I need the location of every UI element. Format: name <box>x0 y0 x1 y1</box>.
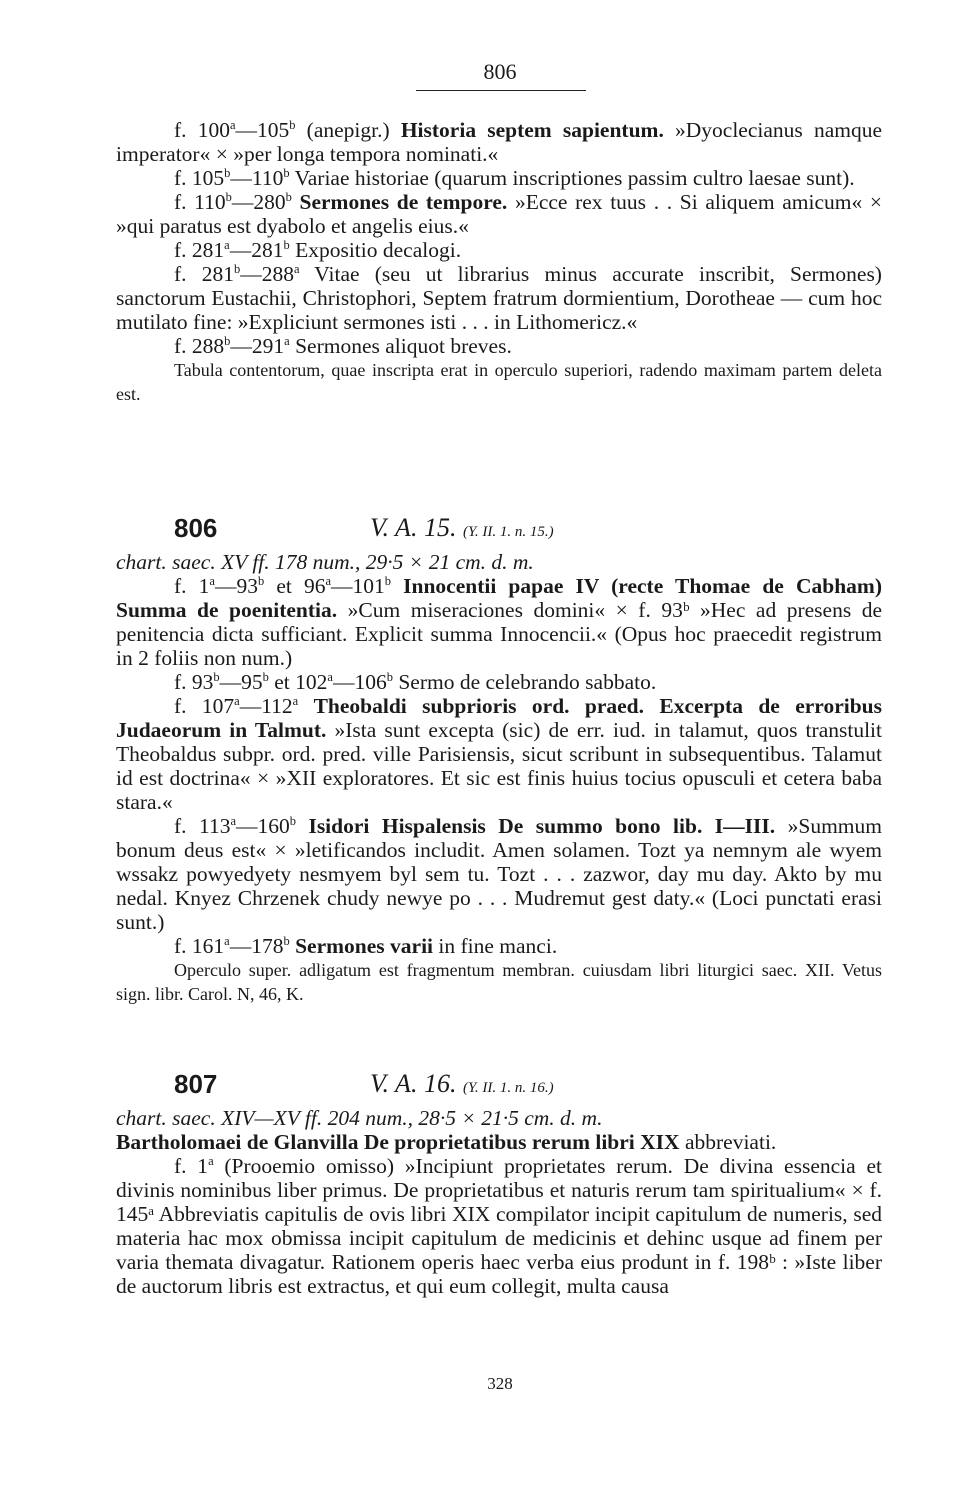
entry-heading <box>116 510 882 550</box>
page-number: 328 <box>487 1374 513 1393</box>
folio-item: f. 161$^a$—178$^b$ Sermones varii in fine manci. <box>174 933 558 958</box>
running-head: 806 <box>483 59 517 84</box>
physical-description: chart. saec. XIV—XV ff. 204 num., 28·5 × 21·5 cm. d. m. <box>116 1106 603 1130</box>
entry-number: 807 <box>174 1069 218 1099</box>
folio-item: f. 288$^b$—291$^a$ Sermones aliquot breves. <box>174 333 512 358</box>
folio-item: f. 110$^b$—280$^b$ Sermones de tempore. »Ecce rex tuus . . Si aliquem amicum« × »qui paratus est dyabolo et angelis eius.« <box>116 189 883 238</box>
folio-item: f. 113$^a$—160$^b$ Isidori Hispalensis De summo bono lib. I—III. »Summum bonum deus est« × »letificandos includit. Amen solamen. Tozt ya nemnym ale wyem wssakz powyedyety nesmyem byl sem tu. Tozt . . . zazwor, day mu day. Akto by mu nedal. Knyez Chrzenek chudy newye po . . . Mudremut gest daty.« (Loci punctati erasi sunt.) <box>116 813 882 934</box>
entry-806 <box>116 510 882 1006</box>
physical-description: chart. saec. XV ff. 178 num., 29·5 × 21 cm. d. m. <box>116 550 534 574</box>
folio-item: f. 1$^a$—93$^b$ et 96$^a$—101$^b$ Innocentii papae IV (recte Thomae de Cabham) Summa de poenitentia. »Cum miseraciones domini« × f. 93ᵇ »Hec ad presens de penitencia dicta sufficiant. Explicit summa Innocencii.« (Opus hoc praecedit registrum in 2 foliis non num.) <box>116 573 882 670</box>
previous-entry-continuation <box>116 118 882 406</box>
old-shelfmark: (Y. II. 1. n. 15.) <box>462 524 554 540</box>
running-head-rule <box>416 90 586 91</box>
shelfmark: V. A. 15. (Y. II. 1. n. 15.) <box>370 513 554 542</box>
work-title: Bartholomaei de Glanvilla De proprietatibus rerum libri XIX abbreviati. <box>116 1130 777 1154</box>
folio-item: f. 93$^b$—95$^b$ et 102$^a$—106$^b$ Sermo de celebrando sabbato. <box>174 669 657 694</box>
entry-number: 806 <box>174 513 218 543</box>
folio-item: f. 107$^a$—112$^a$ Theobaldi subprioris ord. praed. Excerpta de erroribus Judaeorum in Talmut. »Ista sunt excepta (sic) de err. iud. in talamut, quos transtulit Theobaldus subpr. ord. pred. ville Parisiensis, sicut scribunt in subsequentibus. Talamut id est doctrina« × »XII exploratores. Et sic est finis huius tocius opusculi et cetera baba stara.« <box>116 693 882 814</box>
folio-item: f. 105$^b$—110$^b$ Variae historiae (quarum inscriptiones passim cultro laesae sunt). <box>174 165 855 190</box>
shelfmark: V. A. 16. (Y. II. 1. n. 16.) <box>370 1069 554 1098</box>
folio-item: f. 100$^a$—105$^b$ (anepigr.) Historia septem sapientum. »Dyoclecianus namque imperator« × »per longa tempora nominati.« <box>116 117 883 166</box>
entry-heading <box>116 1066 882 1106</box>
entry-note: Operculo super. adligatum est fragmentum membran. cuiusdam libri liturgici saec. XII. Vetus sign. libr. Carol. N, 46, K. <box>116 960 882 1004</box>
old-shelfmark: (Y. II. 1. n. 16.) <box>462 1080 554 1096</box>
folio-item: f. 281$^a$—281$^b$ Expositio decalogi. <box>174 237 462 262</box>
entry-807 <box>116 1066 882 1298</box>
folio-item: f. 281$^b$—288$^a$ Vitae (seu ut librarius minus accurate inscribit, Sermones) sanctorum Eustachii, Christophori, Septem fratrum dormientium, Dorotheae — cum hoc mutilato fine: »Expliciunt sermones isti . . . in Lithomericz.« <box>116 261 882 334</box>
entry-note: Tabula contentorum, quae inscripta erat in operculo superiori, radendo maximam partem deleta est. <box>116 360 882 404</box>
folio-item: f. 1$^a$ (Prooemio omisso) »Incipiunt proprietates rerum. De divina essencia et divinis nominibus liber primus. De proprietatibus et naturis rerum tam spiritualium« × f. 145ᵃ Abbreviatis capitulis de ovis libri XIX compilator incipit capitulum de numeris, sed materia hac mox obmissa incipit capitulum de medicinis et dehinc usque ad finem per varia themata divagatur. Rationem operis haec verba eius produnt in f. 198ᵇ : »Iste liber de auctorum libris est extractus, et qui eum collegit, multa causa <box>116 1153 882 1298</box>
